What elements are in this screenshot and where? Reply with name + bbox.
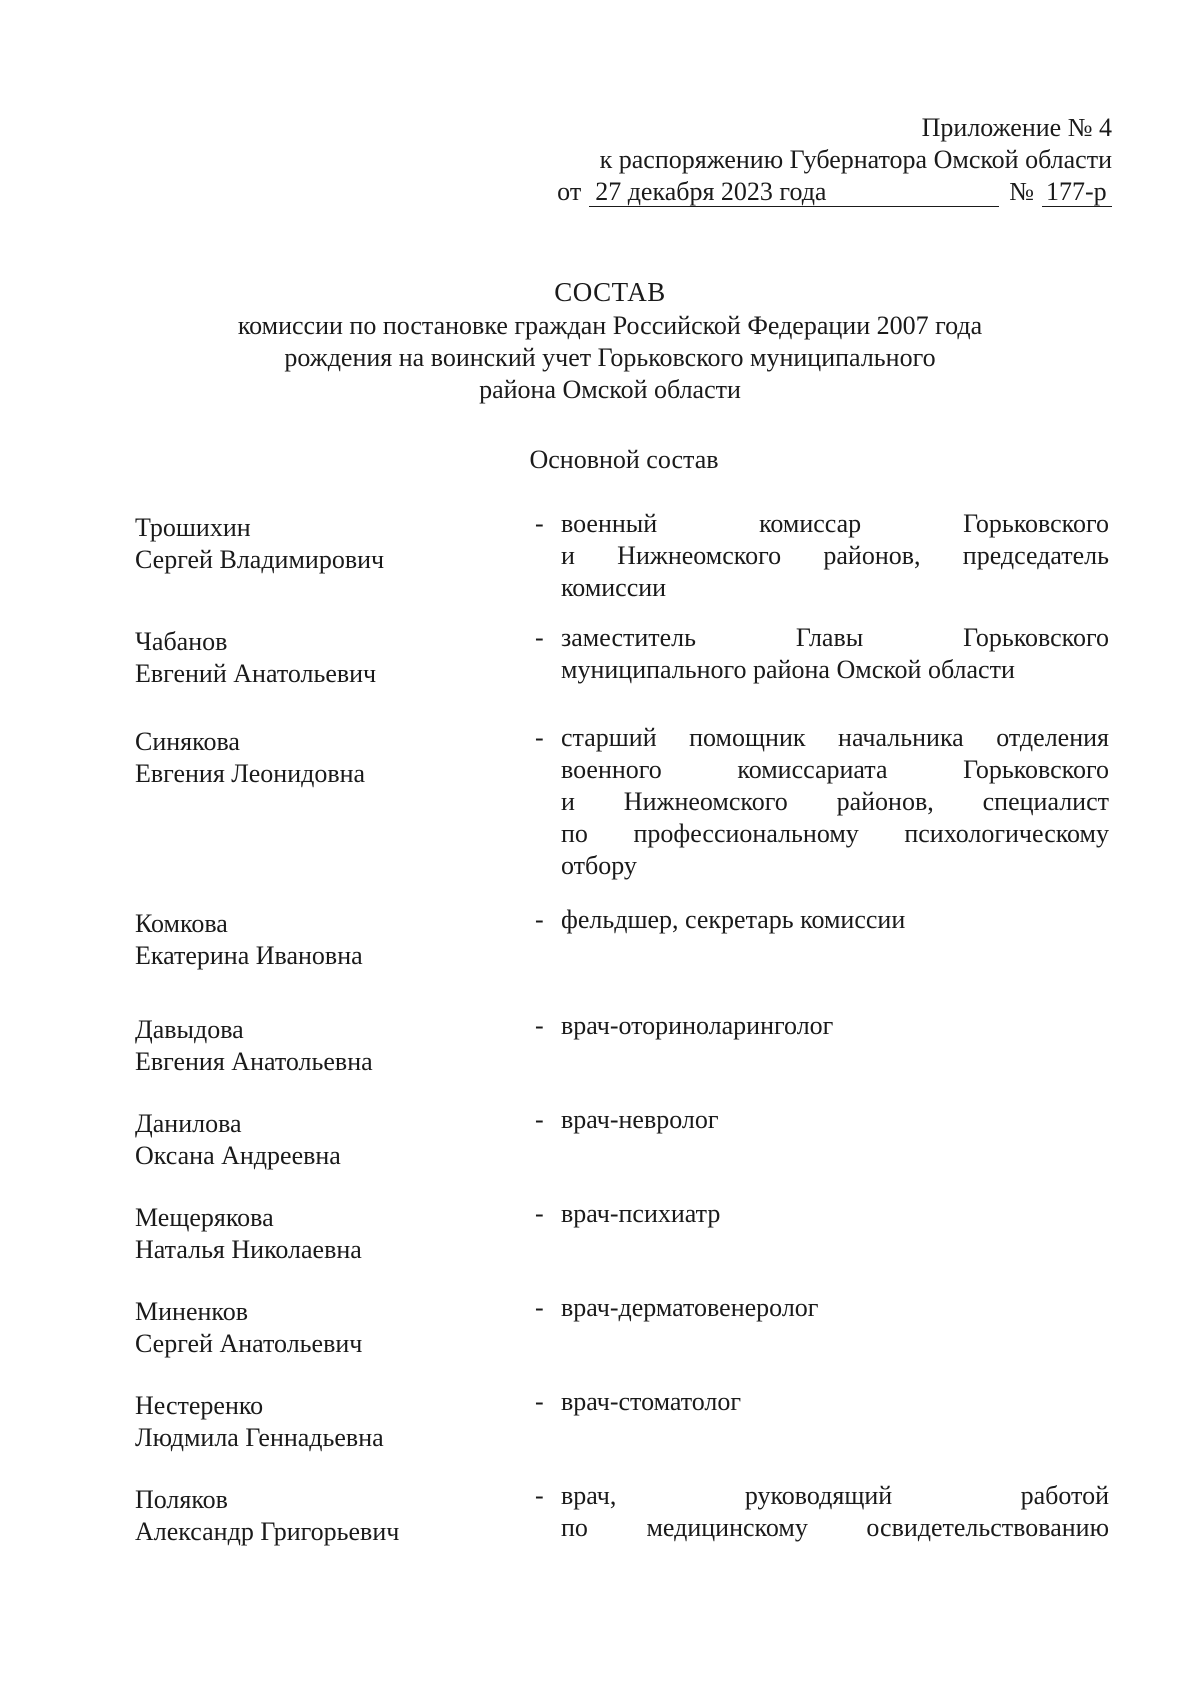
document-title: СОСТАВ	[554, 277, 666, 307]
member-given-name: Екатерина Ивановна	[135, 941, 363, 970]
role-line: врач-психиатр	[561, 1199, 721, 1228]
role-line: по медицинскому освидетельствованию	[561, 1513, 1109, 1542]
member-surname: Поляков	[135, 1485, 228, 1514]
member-name	[135, 1292, 535, 1360]
appendix-number: Приложение № 4	[921, 113, 1112, 142]
member-name	[135, 508, 535, 576]
member-name	[135, 722, 535, 790]
member-role	[561, 904, 1109, 936]
title-line: района Омской области	[479, 375, 741, 404]
member-role	[561, 1010, 1109, 1042]
order-number: 177-р	[1042, 178, 1112, 207]
title-line: рождения на воинский учет Горьковского муниципального	[284, 343, 936, 372]
member-row	[135, 622, 1115, 690]
member-name	[135, 622, 535, 690]
role-dash: -	[535, 509, 544, 538]
role-line: и Нижнеомского районов, председатель	[561, 541, 1109, 570]
title-line: комиссии по постановке граждан Российской Федерации 2007 года	[237, 311, 983, 340]
role-line: врач-невролог	[561, 1105, 719, 1134]
member-surname: Синякова	[135, 727, 240, 756]
member-name	[135, 1386, 535, 1454]
member-row	[135, 1292, 1115, 1360]
member-given-name: Наталья Николаевна	[135, 1235, 362, 1264]
member-name	[135, 1104, 535, 1172]
member-row	[135, 1104, 1115, 1172]
role-line: врач-стоматолог	[561, 1387, 742, 1416]
member-role	[561, 1480, 1109, 1544]
role-line: отбору	[561, 851, 637, 880]
member-given-name: Сергей Анатольевич	[135, 1329, 363, 1358]
member-row	[135, 1010, 1115, 1078]
member-surname: Комкова	[135, 909, 228, 938]
role-dash: -	[535, 1011, 544, 1040]
role-dash: -	[535, 1293, 544, 1322]
role-dash: -	[535, 623, 544, 652]
from-label: от	[557, 177, 582, 206]
role-line: и Нижнеомского районов, специалист	[561, 787, 1109, 816]
role-line: военного комиссариата Горьковского	[561, 755, 1109, 784]
number-label: №	[1009, 177, 1034, 206]
role-line: по профессиональному психологическому	[561, 819, 1109, 848]
member-given-name: Александр Григорьевич	[135, 1517, 400, 1546]
member-row	[135, 1480, 1115, 1548]
role-dash: -	[535, 723, 544, 752]
member-list	[135, 508, 1115, 1548]
member-row	[135, 904, 1115, 972]
member-row	[135, 722, 1115, 882]
role-line: комиссии	[561, 573, 667, 602]
order-date: 27 декабря 2023 года	[589, 178, 999, 207]
member-given-name: Евгений Анатольевич	[135, 659, 377, 688]
member-given-name: Евгения Леонидовна	[135, 759, 366, 788]
role-line: врач, руководящий работой	[561, 1481, 1109, 1510]
role-line: военный комиссар Горьковского	[561, 509, 1109, 538]
document-title-block	[140, 276, 1080, 406]
order-date-number	[492, 176, 1112, 208]
member-given-name: Евгения Анатольевна	[135, 1047, 373, 1076]
member-surname: Трошихин	[135, 513, 251, 542]
member-role	[561, 722, 1109, 882]
member-role	[561, 1198, 1109, 1230]
member-surname: Мещерякова	[135, 1203, 274, 1232]
member-name	[135, 1010, 535, 1078]
role-line: фельдшер, секретарь комиссии	[561, 905, 906, 934]
appendix-header	[492, 112, 1112, 208]
member-role	[561, 622, 1109, 686]
member-row	[135, 508, 1115, 604]
role-dash: -	[535, 905, 544, 934]
member-surname: Нестеренко	[135, 1391, 264, 1420]
role-dash: -	[535, 1481, 544, 1510]
member-given-name: Людмила Геннадьевна	[135, 1423, 384, 1452]
member-surname: Давыдова	[135, 1015, 244, 1044]
role-dash: -	[535, 1105, 544, 1134]
member-role	[561, 508, 1109, 604]
role-dash: -	[535, 1199, 544, 1228]
member-role	[561, 1104, 1109, 1136]
member-surname: Данилова	[135, 1109, 242, 1138]
member-role	[561, 1386, 1109, 1418]
member-row	[135, 1386, 1115, 1454]
order-reference: к распоряжению Губернатора Омской области	[599, 145, 1112, 174]
role-line: муниципального района Омской области	[561, 655, 1015, 684]
member-row	[135, 1198, 1115, 1266]
role-line: заместитель Главы Горьковского	[561, 623, 1109, 652]
member-surname: Чабанов	[135, 627, 228, 656]
member-name	[135, 1198, 535, 1266]
member-name	[135, 1480, 535, 1548]
role-line: врач-дерматовенеролог	[561, 1293, 819, 1322]
role-line: старший помощник начальника отделения	[561, 723, 1109, 752]
member-given-name: Сергей Владимирович	[135, 545, 385, 574]
member-name	[135, 904, 535, 972]
member-given-name: Оксана Андреевна	[135, 1141, 341, 1170]
role-dash: -	[535, 1387, 544, 1416]
section-heading: Основной состав	[529, 445, 719, 474]
member-role	[561, 1292, 1109, 1324]
member-surname: Миненков	[135, 1297, 248, 1326]
role-line: врач-оториноларинголог	[561, 1011, 834, 1040]
